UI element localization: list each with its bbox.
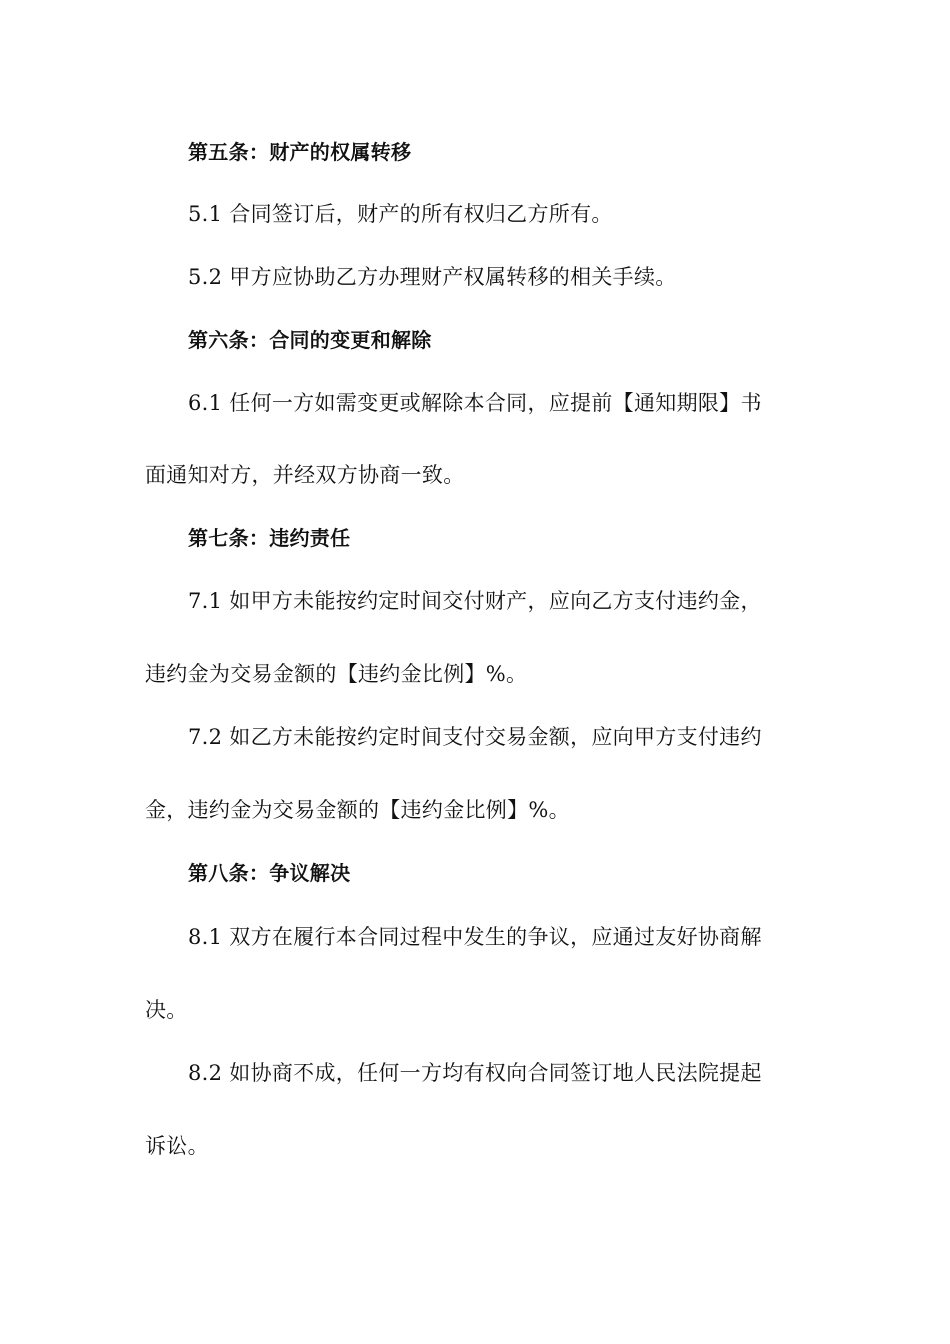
clause-8-2: 8.2 如协商不成，任何一方均有权向合同签订地人民法院提起 xyxy=(188,1061,762,1085)
clause-5-2: 5.2 甲方应协助乙方办理财产权属转移的相关手续。 xyxy=(188,265,677,289)
clause-8-2-continued: 诉讼。 xyxy=(145,1134,209,1158)
clause-7-1-continued: 违约金为交易金额的【违约金比例】%。 xyxy=(145,662,528,686)
clause-6-1-continued: 面通知对方，并经双方协商一致。 xyxy=(145,463,465,487)
section-7-heading: 第七条：违约责任 xyxy=(188,526,351,550)
clause-6-1: 6.1 任何一方如需变更或解除本合同，应提前【通知期限】书 xyxy=(188,391,762,415)
clause-7-1: 7.1 如甲方未能按约定时间交付财产，应向乙方支付违约金， xyxy=(188,589,762,613)
section-8-heading: 第八条：争议解决 xyxy=(188,861,351,885)
section-5-heading: 第五条：财产的权属转移 xyxy=(188,140,412,164)
clause-8-1-continued: 决。 xyxy=(145,998,188,1022)
clause-7-2: 7.2 如乙方未能按约定时间支付交易金额，应向甲方支付违约 xyxy=(188,725,762,749)
clause-5-1: 5.1 合同签订后，财产的所有权归乙方所有。 xyxy=(188,202,613,226)
section-6-heading: 第六条：合同的变更和解除 xyxy=(188,328,432,352)
clause-7-2-continued: 金，违约金为交易金额的【违约金比例】%。 xyxy=(145,798,570,822)
clause-8-1: 8.1 双方在履行本合同过程中发生的争议，应通过友好协商解 xyxy=(188,925,762,949)
